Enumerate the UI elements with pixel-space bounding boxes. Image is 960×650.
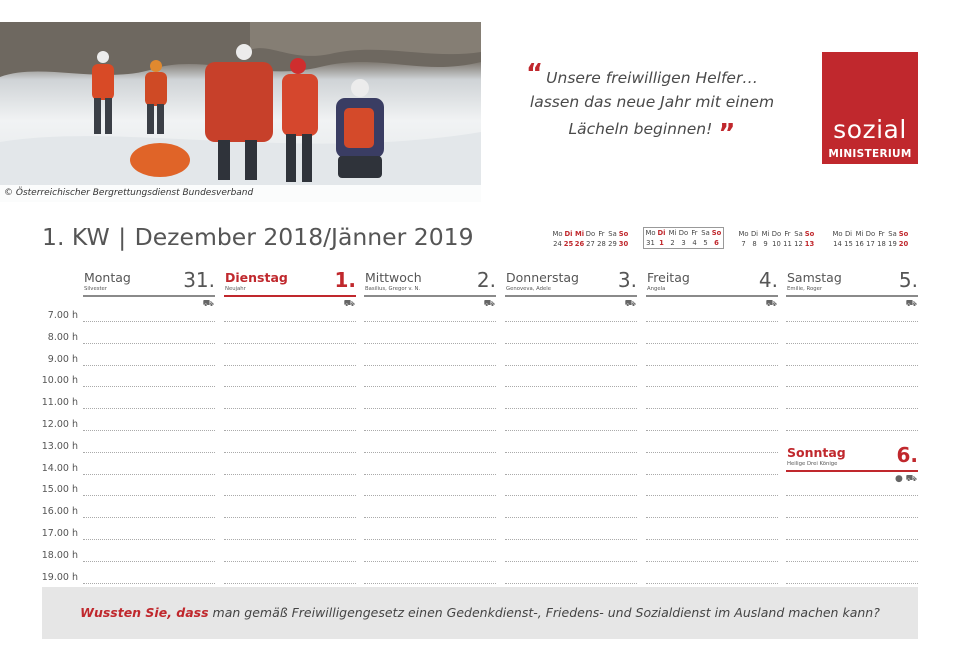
mini-calendar-date: 24 — [553, 240, 562, 248]
day-name: Donnerstag — [506, 270, 579, 285]
day-number: 31. — [183, 268, 215, 292]
time-slot[interactable] — [224, 517, 356, 518]
quote-close-mark: ” — [718, 119, 736, 149]
mini-calendar-date: 17 — [866, 240, 875, 248]
time-label: 15.00 h — [41, 484, 78, 496]
time-slot[interactable] — [646, 321, 778, 322]
mini-calendar-weekday: Fr — [878, 230, 885, 238]
time-slot[interactable] — [364, 474, 496, 475]
mini-calendar-date: 28 — [597, 240, 606, 248]
mini-calendar-date-row — [552, 239, 629, 249]
mini-calendar-date: 29 — [608, 240, 617, 248]
day-underline — [786, 470, 918, 472]
mini-calendar-weekday: Do — [771, 230, 782, 238]
day-saints: Heilige Drei Könige — [787, 461, 838, 467]
time-slot[interactable] — [786, 321, 918, 322]
mini-calendar-weekday: So — [804, 230, 815, 238]
time-slot[interactable] — [505, 539, 637, 540]
mini-calendar-weekday: Mi — [574, 230, 585, 238]
mini-calendar-date: 3 — [681, 239, 686, 247]
time-slot[interactable] — [505, 386, 637, 387]
mini-calendar-date: 16 — [855, 240, 864, 248]
time-slot[interactable] — [786, 583, 918, 584]
info-banner — [42, 587, 918, 639]
mini-calendar-date: 12 — [794, 240, 803, 248]
tractor-icon: ⛟ — [765, 299, 777, 309]
time-slot[interactable] — [786, 430, 918, 431]
mini-calendar-weekday: Sa — [608, 230, 617, 238]
time-slot[interactable] — [786, 517, 918, 518]
day-number: 2. — [476, 268, 496, 292]
time-slot[interactable] — [505, 343, 637, 344]
mini-calendar-weekday: Fr — [598, 230, 605, 238]
mini-calendar-weekday: Mi — [668, 229, 677, 237]
time-label: 18.00 h — [41, 549, 78, 561]
mini-calendar-date: 25 — [563, 240, 574, 248]
time-slot[interactable] — [646, 343, 778, 344]
time-slot[interactable] — [364, 517, 496, 518]
mini-calendar-weekday: Di — [844, 230, 853, 238]
time-slot[interactable] — [364, 539, 496, 540]
time-slot[interactable] — [646, 386, 778, 387]
photo-mountain-rescue — [0, 22, 481, 202]
mini-calendar-weekday: So — [711, 229, 722, 237]
mini-calendar-date: 8 — [752, 240, 757, 248]
quote-line-3: Lächeln beginnen! — [568, 120, 713, 138]
time-slot[interactable] — [83, 452, 215, 453]
time-label: 17.00 h — [41, 528, 78, 539]
time-slot[interactable] — [505, 430, 637, 431]
rescue-team-illustration — [0, 22, 481, 202]
time-label: 7.00 h — [47, 310, 78, 321]
time-slot[interactable] — [364, 561, 496, 562]
week-separator: | — [118, 223, 127, 251]
sozialministerium-logo — [822, 52, 918, 164]
time-slot[interactable] — [364, 321, 496, 322]
week-number: 1. KW — [42, 223, 110, 251]
day-underline — [786, 295, 918, 297]
time-slot[interactable] — [646, 474, 778, 475]
day-name: Sonntag — [787, 445, 846, 460]
mini-calendar-current-week — [643, 227, 724, 249]
mini-calendar-weekday: Mo — [552, 230, 563, 238]
day-underline — [646, 295, 778, 297]
mini-calendar-weekday: Do — [678, 229, 689, 237]
time-slot[interactable] — [646, 430, 778, 431]
time-slot[interactable] — [83, 561, 215, 562]
time-slot[interactable] — [364, 495, 496, 496]
time-label: 14.00 h — [41, 462, 78, 474]
mini-calendar-week-2 — [738, 229, 815, 249]
mini-calendar-header-row — [552, 229, 629, 239]
time-slot[interactable] — [786, 495, 918, 496]
mini-calendar-date: 15 — [844, 240, 853, 248]
time-slot[interactable] — [83, 386, 215, 387]
day-underline — [505, 295, 637, 297]
time-slot[interactable] — [83, 495, 215, 496]
tractor-icon: ⛟ — [483, 299, 495, 309]
time-slot[interactable] — [786, 343, 918, 344]
time-label: 11.00 h — [41, 397, 78, 409]
mini-calendar-weekday: Sa — [888, 230, 897, 238]
time-slot[interactable] — [646, 539, 778, 540]
time-slot[interactable] — [646, 365, 778, 366]
time-slot[interactable] — [505, 561, 637, 562]
time-slot[interactable] — [646, 408, 778, 409]
mini-calendar-date: 10 — [772, 240, 781, 248]
tractor-icon: ⛟ — [624, 299, 636, 309]
time-slot[interactable] — [646, 517, 778, 518]
day-name: Montag — [84, 270, 131, 285]
time-slot[interactable] — [224, 474, 356, 475]
day-saturday — [786, 268, 918, 310]
mini-calendar-weekday: So — [618, 230, 629, 238]
time-slot[interactable] — [364, 386, 496, 387]
time-slot[interactable] — [364, 343, 496, 344]
time-label: 10.00 h — [41, 375, 78, 387]
day-tuesday — [224, 268, 356, 310]
mini-calendar-date: 18 — [877, 240, 886, 248]
time-slot[interactable] — [83, 474, 215, 475]
time-label: 12.00 h — [41, 419, 78, 430]
mini-calendar-date-row — [645, 238, 722, 248]
mini-calendar-date: 5 — [703, 239, 708, 247]
time-label: 9.00 h — [47, 353, 78, 365]
tractor-icon: ⛟ — [343, 299, 355, 309]
mini-calendar-date: 19 — [888, 240, 897, 248]
mini-calendar-date: 30 — [618, 240, 629, 248]
day-number: 4. — [758, 268, 778, 292]
time-slot[interactable] — [505, 321, 637, 322]
time-slot[interactable] — [224, 386, 356, 387]
banner-text: man gemäß Freiwilligengesetz einen Gedenkdienst-, Friedens- und Sozialdienst im Ausland machen kann? — [208, 605, 880, 620]
time-slot[interactable] — [505, 495, 637, 496]
day-monday — [83, 268, 215, 310]
mini-calendar-header-row — [738, 229, 815, 239]
time-slot[interactable] — [505, 517, 637, 518]
mini-calendar-date: 26 — [574, 240, 585, 248]
logo-line-2: MINISTERIUM — [828, 148, 912, 160]
time-slot[interactable] — [786, 561, 918, 562]
time-slot[interactable] — [224, 583, 356, 584]
mini-calendar-weekday: Mo — [832, 230, 843, 238]
time-label: 13.00 h — [41, 440, 78, 452]
mini-calendar-header-row — [645, 228, 722, 238]
mini-calendar-date: 27 — [586, 240, 595, 248]
time-slot[interactable] — [646, 495, 778, 496]
mini-calendar-date: 20 — [898, 240, 909, 248]
mini-calendar-weekday: Fr — [691, 229, 698, 237]
time-label: 19.00 h — [41, 571, 78, 583]
day-sunday — [786, 443, 918, 485]
mini-calendar-weekday: So — [898, 230, 909, 238]
week-range: Dezember 2018/Jänner 2019 — [134, 223, 474, 251]
time-slot[interactable] — [83, 321, 215, 322]
time-slot[interactable] — [83, 365, 215, 366]
day-number: 5. — [898, 268, 918, 292]
day-saints: Emilie, Roger — [787, 286, 823, 292]
day-name: Dienstag — [225, 270, 288, 285]
day-saints: Genoveva, Adele — [506, 286, 551, 292]
mini-calendar-date-row — [738, 239, 815, 249]
time-slot[interactable] — [83, 517, 215, 518]
day-name: Freitag — [647, 270, 690, 285]
mini-calendar-weekday: Sa — [701, 229, 710, 237]
day-underline — [364, 295, 496, 297]
day-saints: Basilius, Gregor v. N. — [365, 286, 421, 292]
quote-line-1: Unsere freiwilligen Helfer… — [546, 69, 758, 87]
mini-calendar-weekday: Mi — [855, 230, 864, 238]
time-slot[interactable] — [364, 408, 496, 409]
mini-calendar-date: 31 — [646, 239, 655, 247]
time-slot[interactable] — [83, 583, 215, 584]
time-slot[interactable] — [83, 539, 215, 540]
day-saints: Neujahr — [225, 286, 246, 292]
day-underline — [224, 295, 356, 297]
time-slot[interactable] — [224, 495, 356, 496]
mini-calendar-weekday: Do — [865, 230, 876, 238]
time-slot[interactable] — [505, 583, 637, 584]
tractor-icon: ⛟ — [905, 299, 917, 309]
mini-calendar-header-row — [832, 229, 909, 239]
mini-calendar-date: 7 — [741, 240, 746, 248]
mini-calendar-week-3 — [832, 229, 909, 249]
time-slot[interactable] — [224, 408, 356, 409]
time-slot[interactable] — [364, 583, 496, 584]
time-slot[interactable] — [505, 408, 637, 409]
time-slot[interactable] — [364, 430, 496, 431]
mini-calendar-week-52 — [552, 229, 629, 249]
mini-calendar-weekday: Di — [564, 230, 573, 238]
day-name: Mittwoch — [365, 270, 422, 285]
mini-calendar-date: 11 — [783, 240, 792, 248]
time-slot[interactable] — [786, 408, 918, 409]
day-saints: Silvester — [84, 286, 107, 292]
time-slot[interactable] — [224, 561, 356, 562]
time-slot[interactable] — [224, 452, 356, 453]
time-slot[interactable] — [224, 343, 356, 344]
mini-calendar-weekday: Mo — [738, 230, 749, 238]
mini-calendar-date: 14 — [833, 240, 842, 248]
mini-calendar-date: 6 — [714, 239, 719, 247]
mini-calendar-weekday: Fr — [784, 230, 791, 238]
time-slot[interactable] — [505, 365, 637, 366]
quote-open-mark: “ — [526, 59, 544, 89]
day-thursday — [505, 268, 637, 310]
mini-calendar-weekday: Mo — [645, 229, 656, 237]
mini-calendar-weekday: Mi — [761, 230, 770, 238]
mini-calendar-weekday: Di — [750, 230, 759, 238]
logo-line-1: sozial — [833, 115, 907, 144]
dot-tractor-icon: ● ⛟ — [894, 474, 917, 484]
mini-calendar-date: 1 — [659, 239, 664, 247]
time-slot[interactable] — [364, 365, 496, 366]
time-label: 16.00 h — [41, 506, 78, 518]
day-wednesday — [364, 268, 496, 310]
quote-block — [512, 59, 792, 149]
day-number: 3. — [617, 268, 637, 292]
mini-calendar-date-row — [832, 239, 909, 249]
day-underline — [83, 295, 215, 297]
mini-calendar-weekday: Di — [657, 229, 666, 237]
photo-credit: © Österreichischer Bergrettungsdienst Bundesverband — [0, 185, 481, 202]
time-slot[interactable] — [364, 452, 496, 453]
time-slot[interactable] — [646, 452, 778, 453]
time-slot[interactable] — [505, 474, 637, 475]
day-number: 6. — [896, 443, 918, 467]
mini-calendar-date: 2 — [670, 239, 675, 247]
day-friday — [646, 268, 778, 310]
time-slot[interactable] — [224, 539, 356, 540]
time-slot[interactable] — [786, 365, 918, 366]
time-slot[interactable] — [224, 321, 356, 322]
time-label: 8.00 h — [47, 331, 78, 343]
mini-calendar-date: 4 — [692, 239, 697, 247]
time-slot[interactable] — [646, 561, 778, 562]
day-name: Samstag — [787, 270, 842, 285]
mini-calendar-weekday: Do — [585, 230, 596, 238]
time-slot[interactable] — [224, 365, 356, 366]
time-slot[interactable] — [83, 343, 215, 344]
day-number: 1. — [334, 268, 356, 292]
time-slot[interactable] — [224, 430, 356, 431]
quote-line-2: lassen das neue Jahr mit einem — [529, 93, 775, 111]
time-slot[interactable] — [786, 386, 918, 387]
time-slot[interactable] — [786, 539, 918, 540]
time-slot[interactable] — [505, 452, 637, 453]
mini-calendar-date: 9 — [763, 240, 768, 248]
week-title — [42, 223, 474, 251]
time-slot[interactable] — [83, 430, 215, 431]
mini-calendar-date: 13 — [804, 240, 815, 248]
tractor-icon: ⛟ — [202, 299, 214, 309]
day-saints: Angela — [647, 286, 666, 292]
time-slot[interactable] — [646, 583, 778, 584]
mini-calendar-weekday: Sa — [794, 230, 803, 238]
banner-highlight: Wussten Sie, dass — [80, 605, 209, 620]
time-slot[interactable] — [83, 408, 215, 409]
